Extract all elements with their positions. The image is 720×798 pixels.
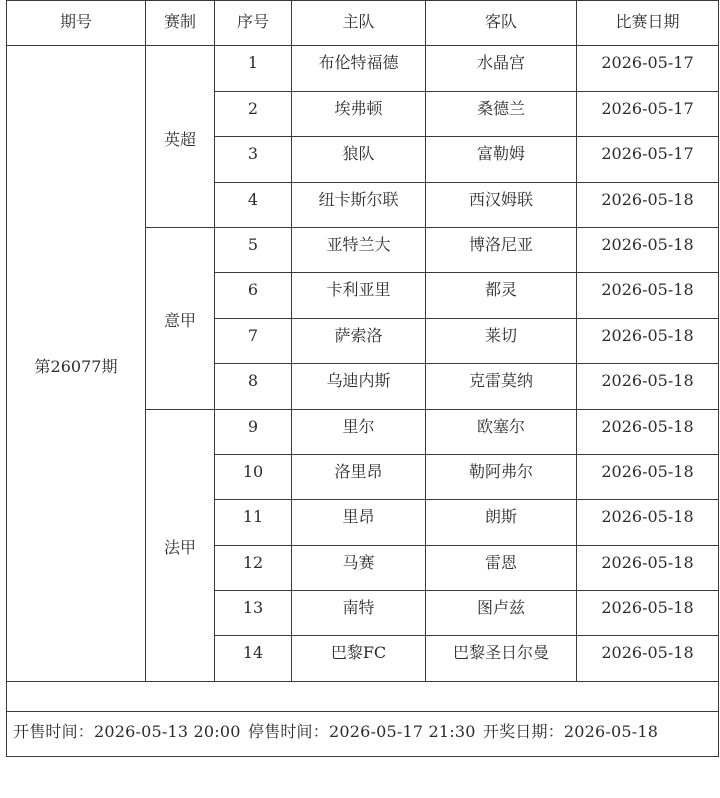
match-date: 2026-05-18 — [577, 273, 719, 318]
match-date: 2026-05-17 — [577, 137, 719, 182]
home-team: 纽卡斯尔联 — [292, 182, 426, 227]
away-team: 水晶宫 — [426, 46, 577, 91]
away-team: 莱切 — [426, 318, 577, 363]
match-date: 2026-05-18 — [577, 454, 719, 499]
home-team: 卡利亚里 — [292, 273, 426, 318]
away-team: 西汉姆联 — [426, 182, 577, 227]
match-date: 2026-05-18 — [577, 318, 719, 363]
match-number: 1 — [215, 46, 292, 91]
league-cell: 意甲 — [146, 227, 215, 409]
away-team: 都灵 — [426, 273, 577, 318]
header-league: 赛制 — [146, 1, 215, 46]
match-number: 9 — [215, 409, 292, 454]
sale-end-time: 停售时间：2026-05-17 21:30 — [247, 721, 476, 741]
match-number: 5 — [215, 227, 292, 272]
away-team: 富勒姆 — [426, 137, 577, 182]
home-team: 南特 — [292, 591, 426, 636]
header-home: 主队 — [292, 1, 426, 46]
match-number: 6 — [215, 273, 292, 318]
match-date: 2026-05-17 — [577, 46, 719, 91]
match-number: 8 — [215, 364, 292, 409]
match-number: 11 — [215, 500, 292, 545]
match-number: 4 — [215, 182, 292, 227]
away-team: 博洛尼亚 — [426, 227, 577, 272]
footer-row — [7, 711, 719, 756]
draw-date: 开奖日期：2026-05-18 — [482, 721, 659, 741]
away-team: 巴黎圣日尔曼 — [426, 636, 577, 681]
away-team: 桑德兰 — [426, 91, 577, 136]
sale-start-time: 开售时间：2026-05-13 20:00 — [13, 721, 241, 741]
match-date: 2026-05-18 — [577, 591, 719, 636]
away-team: 朗斯 — [426, 500, 577, 545]
home-team: 埃弗顿 — [292, 91, 426, 136]
match-date: 2026-05-17 — [577, 91, 719, 136]
match-date: 2026-05-18 — [577, 500, 719, 545]
match-number: 13 — [215, 591, 292, 636]
fixture-table — [6, 0, 719, 757]
header-period: 期号 — [7, 1, 146, 46]
away-team: 图卢兹 — [426, 591, 577, 636]
match-number: 7 — [215, 318, 292, 363]
sale-info — [7, 711, 719, 756]
home-team: 狼队 — [292, 137, 426, 182]
header-row — [7, 1, 719, 46]
away-team: 克雷莫纳 — [426, 364, 577, 409]
home-team: 布伦特福德 — [292, 46, 426, 91]
blank-row — [7, 681, 719, 711]
match-date: 2026-05-18 — [577, 364, 719, 409]
match-number: 12 — [215, 545, 292, 590]
match-number: 3 — [215, 137, 292, 182]
home-team: 里尔 — [292, 409, 426, 454]
table-row — [7, 46, 719, 91]
match-date: 2026-05-18 — [577, 636, 719, 681]
away-team: 雷恩 — [426, 545, 577, 590]
away-team: 欧塞尔 — [426, 409, 577, 454]
schedule-sheet — [6, 0, 718, 796]
home-team: 巴黎FC — [292, 636, 426, 681]
match-number: 14 — [215, 636, 292, 681]
home-team: 马赛 — [292, 545, 426, 590]
header-date: 比赛日期 — [577, 1, 719, 46]
match-number: 10 — [215, 454, 292, 499]
home-team: 亚特兰大 — [292, 227, 426, 272]
match-date: 2026-05-18 — [577, 227, 719, 272]
home-team: 乌迪内斯 — [292, 364, 426, 409]
period-cell: 第26077期 — [7, 46, 146, 681]
league-cell: 英超 — [146, 46, 215, 228]
away-team: 勒阿弗尔 — [426, 454, 577, 499]
league-cell: 法甲 — [146, 409, 215, 681]
home-team: 萨索洛 — [292, 318, 426, 363]
blank-cell — [7, 681, 719, 711]
header-away: 客队 — [426, 1, 577, 46]
header-no: 序号 — [215, 1, 292, 46]
match-number: 2 — [215, 91, 292, 136]
home-team: 里昂 — [292, 500, 426, 545]
home-team: 洛里昂 — [292, 454, 426, 499]
match-date: 2026-05-18 — [577, 545, 719, 590]
match-date: 2026-05-18 — [577, 409, 719, 454]
match-date: 2026-05-18 — [577, 182, 719, 227]
